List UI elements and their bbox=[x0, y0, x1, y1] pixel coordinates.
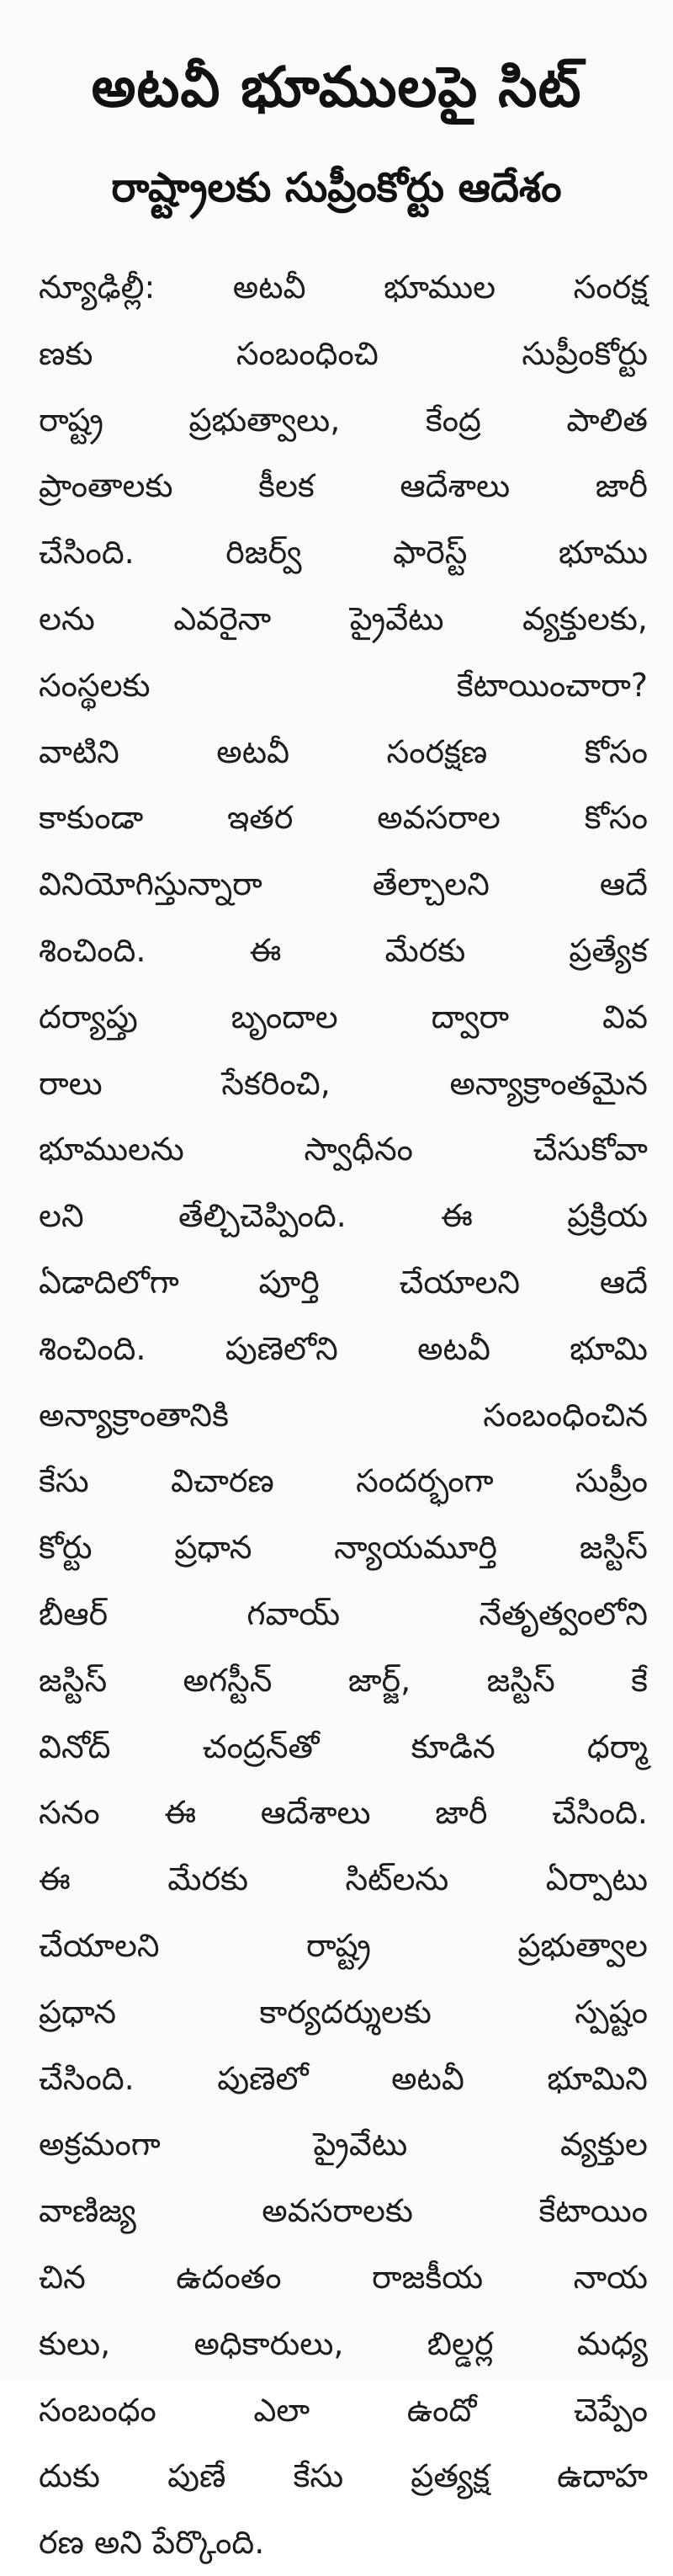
body-line: ణకు సంబంధించి సుప్రీంకోర్టు bbox=[39, 334, 648, 372]
body-line: వినియోగిస్తున్నారా తేల్చాలని ఆదే bbox=[39, 865, 648, 903]
body-line: బీఆర్ గవాయ్ నేతృత్వంలోని bbox=[39, 1594, 648, 1632]
body-line: అక్రమంగా ప్రైవేటు వ్యక్తుల bbox=[39, 2126, 648, 2164]
article-body bbox=[0, 216, 673, 2576]
body-line: కాకుండా ఇతర అవసరాల కోసం bbox=[39, 799, 648, 837]
body-line: కులు, అధికారులు, బిల్డర్ల మధ్య bbox=[39, 2324, 648, 2362]
body-line: చిన ఉదంతం రాజకీయ నాయ bbox=[39, 2258, 648, 2296]
body-line: శించింది. పుణెలోని అటవీ భూమి bbox=[39, 1329, 648, 1367]
body-line: జస్టిస్ అగస్టీన్ జార్జ్, జస్టిస్ కే bbox=[39, 1661, 648, 1699]
body-line: కోర్టు ప్రధాన న్యాయమూర్తి జస్టిస్ bbox=[39, 1529, 648, 1567]
body-line: ప్రధాన కార్యదర్శులకు స్పష్టం bbox=[39, 1993, 648, 2030]
body-line: ప్రాంతాలకు కీలక ఆదేశాలు జారీ bbox=[39, 467, 648, 505]
body-line: రణ అని పేర్కొంది. bbox=[39, 2524, 265, 2562]
body-line: చేసింది. పుణెలో అటవీ భూమిని bbox=[39, 2059, 648, 2097]
body-line: రాష్ట్ర ప్రభుత్వాలు, కేంద్ర పాలిత bbox=[39, 401, 648, 439]
body-line: శించింది. ఈ మేరకు ప్రత్యేక bbox=[39, 931, 648, 969]
body-line: న్యూఢిల్లీ: అటవీ భూముల సంరక్ష bbox=[39, 269, 648, 306]
body-line: వినోద్ చంద్రన్‌తో కూడిన ధర్మా bbox=[39, 1727, 648, 1765]
body-line: చేసింది. రిజర్వ్ ఫారెస్ట్ భూము bbox=[39, 534, 648, 572]
headline: అటవీ భూములపై సిట్ bbox=[91, 55, 582, 120]
body-line: దుకు పుణే కేసు ప్రత్యక్ష ఉదాహ bbox=[39, 2457, 648, 2495]
body-line: రాలు సేకరించి, అన్యాక్రాంతమైన bbox=[39, 1064, 648, 1102]
body-line: ఈ మేరకు సిట్‌లను ఏర్పాటు bbox=[39, 1860, 648, 1898]
body-line: సంబంధం ఎలా ఉందో చెప్పేం bbox=[39, 2391, 648, 2429]
body-line: దర్యాప్తు బృందాల ద్వారా వివ bbox=[39, 998, 648, 1035]
body-line: ఏడాదిలోగా పూర్తి చేయాలని ఆదే bbox=[39, 1263, 648, 1301]
body-line: సంస్థలకు కేటాయించారా? bbox=[39, 666, 648, 704]
body-line: భూములను స్వాధీనం చేసుకోవా bbox=[39, 1131, 648, 1168]
body-line: లను ఎవరైనా ప్రైవేటు వ్యక్తులకు, bbox=[39, 599, 648, 637]
body-line: వాణిజ్య అవసరాలకు కేటాయిం bbox=[39, 2192, 648, 2230]
body-line: సనం ఈ ఆదేశాలు జారీ చేసింది. bbox=[39, 1794, 648, 1832]
body-line: లని తేల్చిచెప్పింది. ఈ ప్రక్రియ bbox=[39, 1197, 648, 1235]
body-line: అన్యాక్రాంతానికి సంబంధించిన bbox=[39, 1396, 648, 1434]
body-line: చేయాలని రాష్ట్ర ప్రభుత్వాల bbox=[39, 1926, 648, 1964]
body-line: కేసు విచారణ సందర్భంగా సుప్రీం bbox=[39, 1462, 648, 1500]
body-line: వాటిని అటవీ సంరక్షణ కోసం bbox=[39, 732, 648, 770]
subheadline: రాష్ట్రాలకు సుప్రీంకోర్టు ఆదేశం bbox=[111, 164, 562, 211]
